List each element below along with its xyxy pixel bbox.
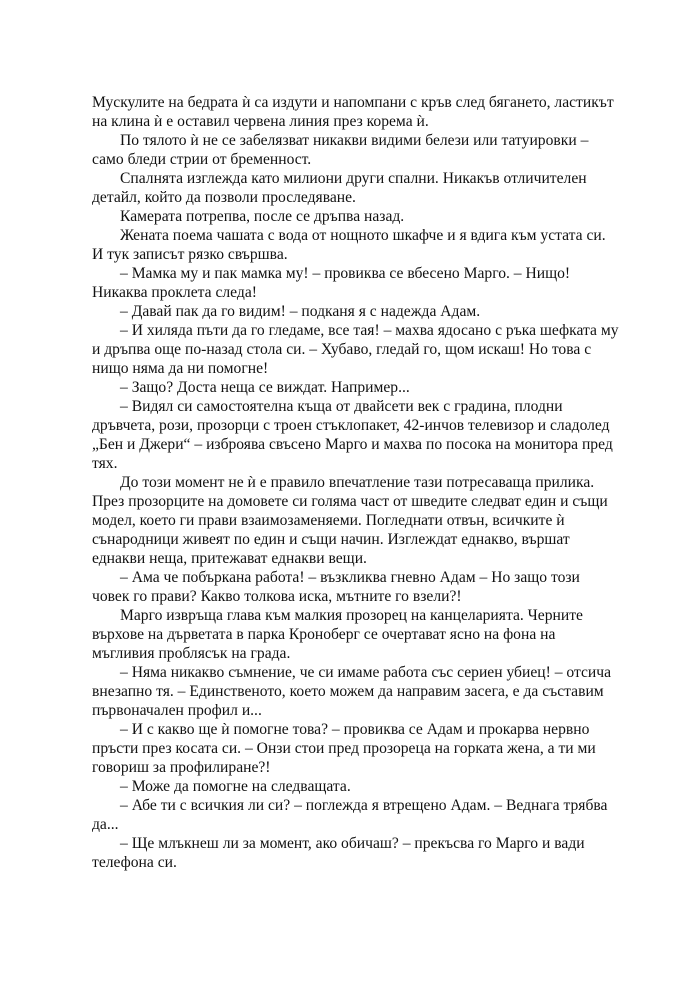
dialogue-line: – Абе ти с всичкия ли си? – поглежда я втрещено Адам. – Веднага трябва да...	[92, 797, 608, 833]
dialogue-line: – Ще млъкнеш ли за момент, ако обичаш? – прекъсва го Марго и вади телефона си.	[92, 835, 585, 871]
dialogue-line: – Защо? Доста неща се виждат. Например...	[120, 379, 410, 396]
paragraph: До този момент не ѝ е правило впечатление тази потресаваща прилика. През прозорците на домовете си голяма част от шведите следват един и същи модел, което ги прави взаимозаменяеми. Погледнати отвън, всичките ѝ сънародници живеят по един и същи начин. Изглеждат еднакво, вършат еднакви неща, притежават еднакви вещи.	[92, 474, 608, 567]
dialogue-line: – Давай пак да го видим! – подканя я с надежда Адам.	[120, 303, 481, 320]
paragraph: Марго извръща глава към малкия прозорец на канцеларията. Черните върхове на дърветата в парка Кроноберг се очертават ясно на фона на мъгливия проблясък на града.	[92, 607, 583, 662]
dialogue-line: – И хиляда пъти да го гледаме, все тая! – махва ядосано с ръка шефката му и дръпва още по-назад стола си. – Хубаво, гледай го, щом искаш! Но това с нищо няма да ни помогне!	[92, 322, 619, 377]
paragraph: Камерата потрепва, после се дръпва назад.	[120, 208, 405, 225]
dialogue-line: – Може да помогне на следващата.	[120, 778, 351, 795]
paragraph: Мускулите на бедрата ѝ са издути и напомпани с кръв след бягането, ластикът на клина ѝ е оставил червена линия през корема ѝ.	[92, 94, 614, 130]
paragraph: Жената поема чашата с вода от нощното шкафче и я вдига към устата си. И тук записът рязко свършва.	[92, 227, 606, 263]
dialogue-line: – Ама че побъркана работа! – възкликва гневно Адам – Но защо този човек го прави? Какво толкова иска, мътните го взели?!	[92, 569, 580, 605]
dialogue-line: – И с какво ще ѝ помогне това? – провиква се Адам и прокарва нервно пръсти през косата си. – Онзи стои пред прозореца на горката жена, а ти ми говориш за профилиране?!	[92, 721, 596, 776]
dialogue-line: – Видял си самостоятелна къща от двайсети век с градина, плодни дръвчета, рози, прозорци с троен стъклопакет, 42-инчов телевизор и сладолед „Бен и Джери“ – изброява свъсено Марго и махва по посока на монитора пред тях.	[92, 398, 613, 472]
paragraph: По тялото ѝ не се забелязват никакви видими белези или татуировки – само бледи стрии от бременност.	[92, 132, 589, 168]
paragraph: Спалнята изглежда като милиони други спални. Никакъв отличителен детайл, който да позволи проследяване.	[92, 170, 587, 206]
dialogue-line: – Няма никакво съмнение, че си имаме работа със сериен убиец! – отсича внезапно тя. – Единственото, което можем да направим засега, е да съставим първоначален профил и...	[92, 664, 612, 719]
dialogue-line: – Мамка му и пак мамка му! – провиква се вбесено Марго. – Нищо! Никаква проклета следа!	[92, 265, 571, 301]
body-text	[92, 93, 620, 872]
